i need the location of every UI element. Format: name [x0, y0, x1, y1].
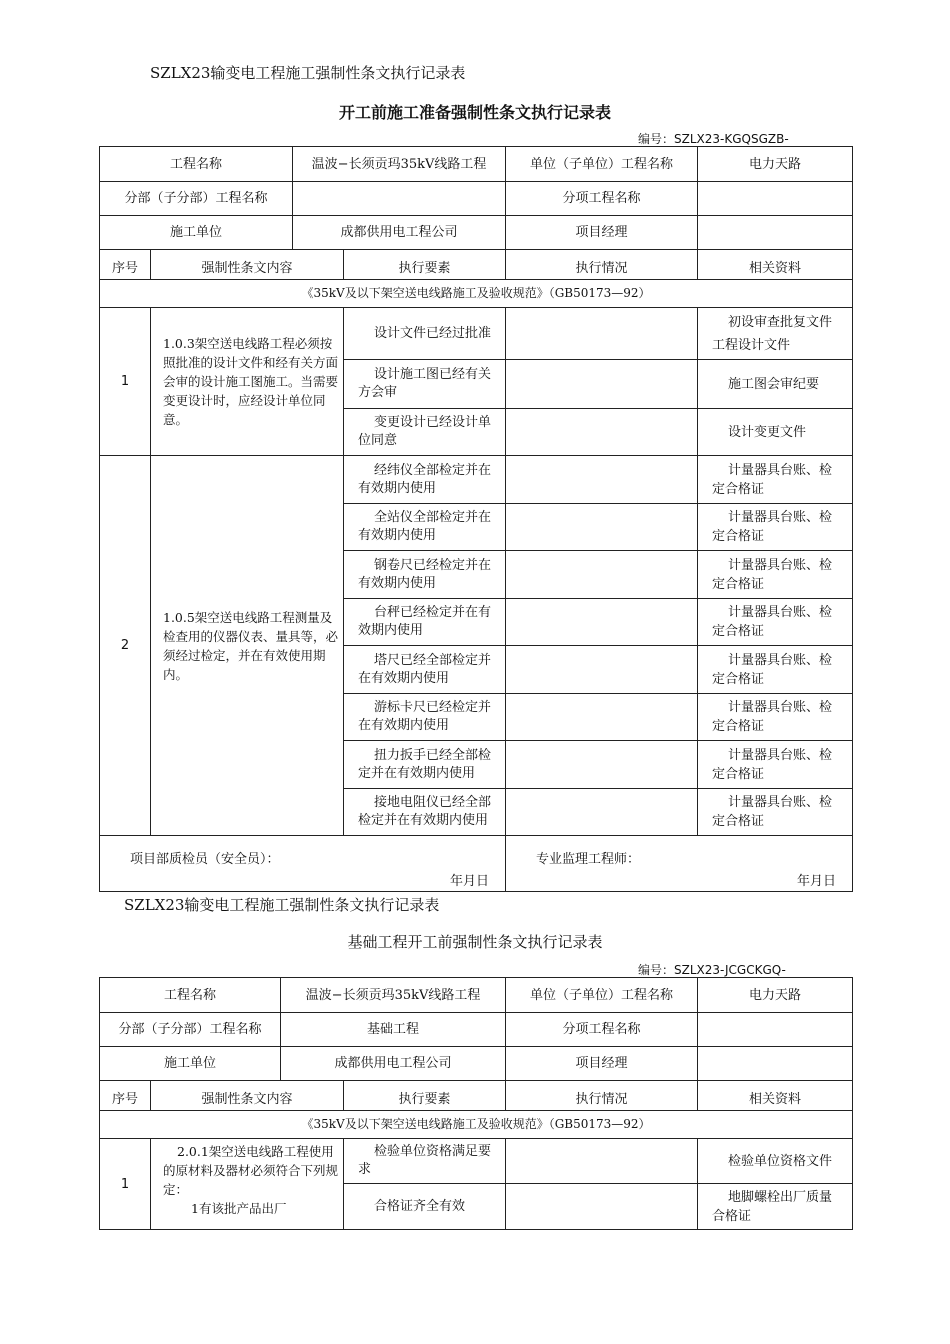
doc-heading-1: SZLX23输变电工程施工强制性条文执行记录表 — [150, 64, 466, 82]
inspector-label: 项目部质检员（安全员）： — [130, 852, 280, 867]
group-seq: 2 — [100, 456, 151, 836]
subdivision-label: 分部（子分部）工程名称 — [100, 182, 293, 216]
req-cell: 合格证齐全有效 — [344, 1184, 506, 1230]
ref-cell: 计量器具台账、检定合格证 — [698, 646, 853, 694]
req-cell: 经纬仪全部检定并在有效期内使用 — [344, 456, 506, 504]
req-cell: 台秤已经检定并在有效期内使用 — [344, 599, 506, 646]
standard-title: 《35kV及以下架空送电线路施工及验收规范》（GB50173—92） — [100, 1111, 853, 1139]
unit-value: 电力天路 — [698, 147, 853, 182]
form-title-1: 开工前施工准备强制性条文执行记录表 — [338, 103, 611, 122]
req-cell: 游标卡尺已经检定并在有效期内使用 — [344, 694, 506, 741]
req-cell: 钢卷尺已经检定并在有效期内使用 — [344, 551, 506, 599]
supervisor-date: 年月日 — [797, 874, 837, 889]
status-cell — [506, 456, 698, 504]
req-cell: 塔尺已经全部检定并在有效期内使用 — [344, 646, 506, 694]
project-name-label: 工程名称 — [100, 147, 293, 182]
status-cell — [506, 308, 698, 360]
manager-label: 项目经理 — [506, 216, 698, 250]
ref-cell: 计量器具台账、检定合格证 — [698, 741, 853, 789]
status-cell — [506, 1139, 698, 1184]
ref-cell: 检验单位资格文件 — [698, 1139, 853, 1184]
manager-label: 项目经理 — [506, 1047, 698, 1081]
item-label: 分项工程名称 — [506, 182, 698, 216]
project-name-value: 温波−长须贡玛35kV线路工程 — [293, 147, 506, 182]
item-value — [698, 1013, 853, 1047]
status-cell — [506, 360, 698, 409]
unit-label: 单位（子单位）工程名称 — [506, 978, 698, 1013]
status-cell — [506, 1184, 698, 1230]
col-seq: 序号 — [100, 1081, 151, 1111]
status-cell — [506, 551, 698, 599]
manager-value — [698, 1047, 853, 1081]
ref-cell: 设计变更文件 — [698, 409, 853, 456]
ref-cell: 计量器具台账、检定合格证 — [698, 456, 853, 504]
group-seq: 1 — [100, 1139, 151, 1230]
form-code-1: 编号：SZLX23-KGQSGZB- — [638, 132, 789, 146]
subdivision-value: 基础工程 — [281, 1013, 506, 1047]
clause-main: 2.0.1架空送电线路工程使用的原材料及器材必须符合下列规定： — [163, 1144, 339, 1197]
contractor-label: 施工单位 — [100, 216, 293, 250]
req-cell: 接地电阻仪已经全部检定并在有效期内使用 — [344, 789, 506, 836]
status-cell — [506, 646, 698, 694]
req-cell: 变更设计已经设计单位同意 — [344, 409, 506, 456]
clause-text: 1.0.5架空送电线路工程测量及检查用的仪器仪表、量具等，必须经过检定，并在有效使用期内。 — [151, 456, 344, 836]
col-content: 强制性条文内容 — [151, 1081, 344, 1111]
signature-supervisor — [506, 836, 853, 892]
clause-extra: 1有该批产品出厂 — [191, 1201, 287, 1216]
standard-title: 《35kV及以下架空送电线路施工及验收规范》（GB50173—92） — [100, 280, 853, 308]
unit-value: 电力天路 — [698, 978, 853, 1013]
ref-cell: 施工图会审纪要 — [698, 360, 853, 409]
col-req: 执行要素 — [344, 1081, 506, 1111]
col-seq: 序号 — [100, 250, 151, 280]
col-ref: 相关资料 — [698, 250, 853, 280]
signature-inspector — [100, 836, 506, 892]
subdivision-value — [293, 182, 506, 216]
status-cell — [506, 599, 698, 646]
req-cell: 扭力扳手已经全部检定并在有效期内使用 — [344, 741, 506, 789]
status-cell — [506, 409, 698, 456]
col-status: 执行情况 — [506, 250, 698, 280]
ref-cell: 计量器具台账、检定合格证 — [698, 504, 853, 551]
record-table-1 — [99, 146, 853, 892]
subdivision-label: 分部（子分部）工程名称 — [100, 1013, 281, 1047]
col-ref: 相关资料 — [698, 1081, 853, 1111]
col-content: 强制性条文内容 — [151, 250, 344, 280]
project-name-label: 工程名称 — [100, 978, 281, 1013]
col-req: 执行要素 — [344, 250, 506, 280]
req-cell: 设计文件已经过批准 — [344, 308, 506, 360]
ref-cell: 计量器具台账、检定合格证 — [698, 599, 853, 646]
item-label: 分项工程名称 — [506, 1013, 698, 1047]
form-code-2: 编号：SZLX23-JCGCKGQ- — [638, 963, 786, 977]
manager-value — [698, 216, 853, 250]
ref-cell: 计量器具台账、检定合格证 — [698, 789, 853, 836]
group-seq: 1 — [100, 308, 151, 456]
record-table-2 — [99, 977, 853, 1230]
unit-label: 单位（子单位）工程名称 — [506, 147, 698, 182]
clause-text: 1.0.3架空送电线路工程必须按照批准的设计文件和经有关方面会审的设计施工图施工。当需要变更设计时，应经设计单位同意。 — [151, 308, 344, 456]
item-value — [698, 182, 853, 216]
ref-cell: 地脚螺栓出厂质量合格证 — [698, 1184, 853, 1230]
form-title-2: 基础工程开工前强制性条文执行记录表 — [347, 933, 603, 951]
status-cell — [506, 504, 698, 551]
status-cell — [506, 741, 698, 789]
clause-text — [151, 1139, 344, 1230]
ref-cell: 计量器具台账、检定合格证 — [698, 694, 853, 741]
req-cell: 检验单位资格满足要求 — [344, 1139, 506, 1184]
status-cell — [506, 789, 698, 836]
req-cell: 设计施工图已经有关方会审 — [344, 360, 506, 409]
project-name-value: 温波−长须贡玛35kV线路工程 — [281, 978, 506, 1013]
contractor-value: 成都供用电工程公司 — [281, 1047, 506, 1081]
supervisor-label: 专业监理工程师： — [536, 852, 641, 867]
doc-heading-2: SZLX23输变电工程施工强制性条文执行记录表 — [124, 896, 440, 914]
col-status: 执行情况 — [506, 1081, 698, 1111]
contractor-label: 施工单位 — [100, 1047, 281, 1081]
contractor-value: 成都供用电工程公司 — [293, 216, 506, 250]
status-cell — [506, 694, 698, 741]
ref-cell: 计量器具台账、检定合格证 — [698, 551, 853, 599]
ref-cell: 初设审查批复文件工程设计文件 — [698, 308, 853, 360]
req-cell: 全站仪全部检定并在有效期内使用 — [344, 504, 506, 551]
inspector-date: 年月日 — [450, 874, 490, 889]
